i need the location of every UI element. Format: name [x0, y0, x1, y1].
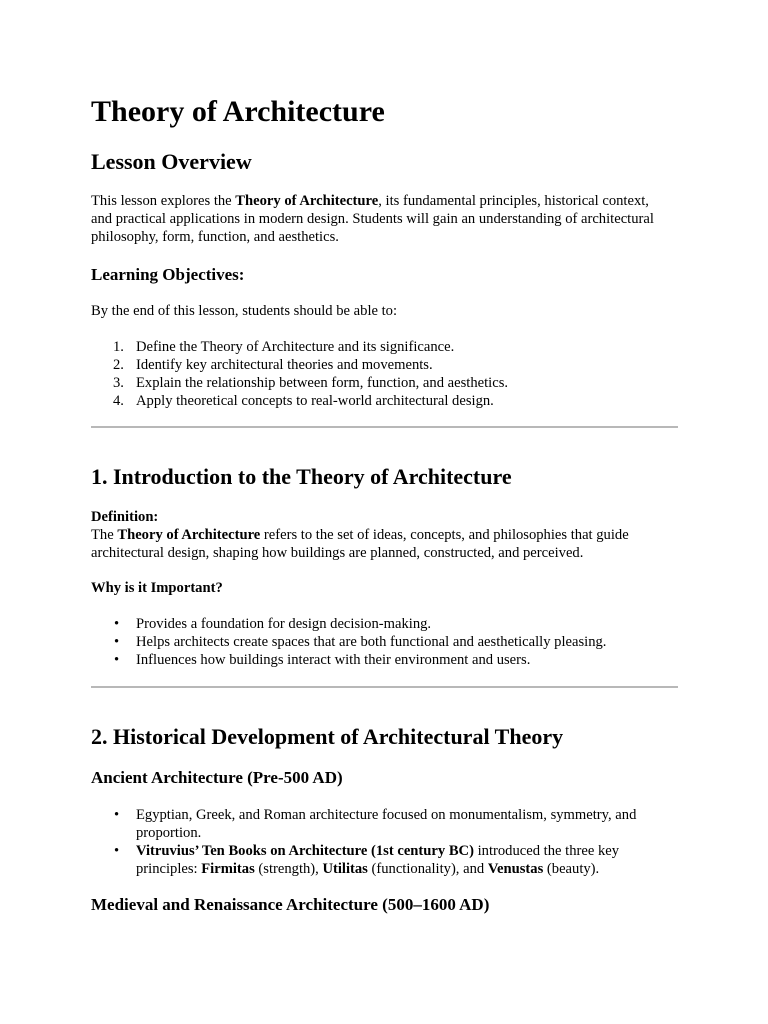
section1-heading: 1. Introduction to the Theory of Architecture	[91, 464, 512, 489]
section2-heading: 2. Historical Development of Architectural Theory	[91, 724, 564, 749]
importance-list	[91, 615, 679, 669]
list-item: • Helps architects create spaces that are both functional and aesthetically pleasing.	[114, 634, 607, 650]
section-divider	[91, 426, 678, 428]
why-important-label: Why is it Important?	[91, 580, 223, 596]
learning-objectives-heading: Learning Objectives:	[91, 265, 245, 284]
list-item: 2. Identify key architectural theories and movements.	[113, 357, 433, 373]
overview-paragraph: This lesson explores the Theory of Architecture, its fundamental principles, historical context, and practical applications in modern design. Students will gain an understanding of architectural philosophy, form, function, and aesthetics.	[91, 193, 654, 245]
list-item: • Vitruvius’ Ten Books on Architecture (1st century BC) introduced the three key principles: Firmitas (strength), Utilitas (functionality), and Venustas (beauty).	[114, 843, 620, 877]
definition-block: Definition: The Theory of Architecture refers to the set of ideas, concepts, and philosophies that guide architectural design, shaping how buildings are planned, constructed, and perceived.	[91, 508, 679, 562]
ancient-architecture-heading: Ancient Architecture (Pre-500 AD)	[91, 768, 343, 787]
ancient-list	[91, 806, 679, 878]
list-item: • Egyptian, Greek, and Roman architecture focused on monumentalism, symmetry, and proportion.	[114, 807, 637, 841]
objectives-intro: By the end of this lesson, students should be able to:	[91, 303, 398, 319]
definition-label: Definition:	[91, 509, 159, 525]
medieval-renaissance-heading: Medieval and Renaissance Architecture (500–1600 AD)	[91, 895, 490, 914]
list-item: • Influences how buildings interact with their environment and users.	[114, 652, 531, 668]
list-item: 1. Define the Theory of Architecture and its significance.	[113, 339, 455, 355]
document-title: Theory of Architecture	[91, 95, 385, 128]
section-divider	[91, 686, 678, 688]
objectives-list	[91, 338, 679, 410]
lesson-overview-heading: Lesson Overview	[91, 149, 252, 174]
list-item: 3. Explain the relationship between form, function, and aesthetics.	[113, 375, 509, 391]
list-item: 4. Apply theoretical concepts to real-world architectural design.	[113, 393, 494, 409]
list-item: • Provides a foundation for design decision-making.	[114, 616, 432, 632]
